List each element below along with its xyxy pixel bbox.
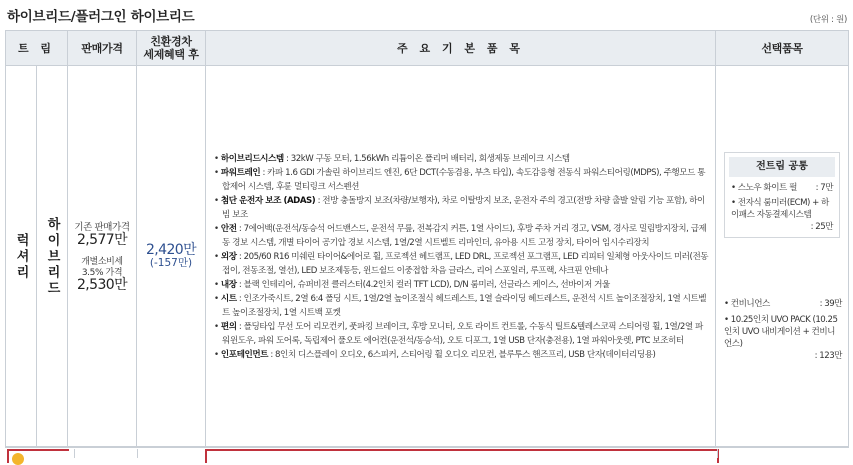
table-header-row: [6, 31, 849, 66]
feature-item: • 외장 : 205/60 R16 미쉐린 타이어&에어로 휠, 프로젝션 헤드램프, LED DRL, 프로젝션 포그램프, LED 리피터 일체형 아웃사이드 미러(전동접이, 전동조절, 열선), LED 보조제동등, 윈드쉴드 이중접합 차음 글라스, 리어 스포일러, 루프랙, 샤크핀 안테나: [214, 251, 709, 276]
trim-level: 럭셔리: [13, 232, 29, 281]
sun-icon: [12, 453, 24, 465]
tax-price-value: 2,530만: [76, 277, 127, 293]
column-divider: [74, 449, 75, 458]
option-price: : 123만: [814, 350, 842, 361]
feature-text: : 8인치 디스플레이 오디오, 6스피커, 스티어링 휠 오디오 리모컨, 블루투스 핸즈프리, USB 단자(데이터리딩용): [268, 349, 656, 360]
feature-title: 하이브리드시스템: [220, 153, 284, 164]
option-item: [725, 182, 839, 194]
next-row-highlight: [205, 449, 719, 463]
base-price-label: 기존 판매가격: [74, 222, 130, 233]
base-price-cell: [68, 66, 137, 448]
feature-item: • 편의 : 폴딩타입 무선 도어 리모컨키, 풋파킹 브레이크, 후방 모니터, 오토 라이트 컨트롤, 수동식 틸트&텔레스코픽 스티어링 휠, 1열/2열 파워윈도우, 파워 도어록, 독립제어 풀오토 에어컨(운전석/동승석), 오토 디포그, 1열 USB 단자(충전용), 1열 파워아웃렛, PTC 보조히터: [214, 321, 703, 346]
tax-price-label-2: 3.5% 가격: [81, 268, 123, 278]
feature-item: • 파워트레인 : 카파 1.6 GDI 가솔린 하이브리드 엔진, 6단 DCT(수동겸용, 부츠 타입), 속도감응형 전동식 파워스티어링(MDPS), 주행모드 통합제어 시스템, 후륜 멀티링크 서스펜션: [214, 167, 706, 192]
eco-price-cell: [137, 66, 206, 448]
option-item: [722, 298, 842, 310]
feature-list: [214, 152, 709, 362]
feature-title: 내장: [220, 279, 237, 290]
table-row: [6, 66, 849, 448]
option-price: : 7만: [815, 182, 833, 193]
tax-price-label-1: 개별소비세: [81, 257, 123, 267]
option-name: • 컨비니언스: [724, 298, 770, 309]
common-options-box: [724, 152, 840, 238]
option-price: : 39만: [819, 298, 842, 309]
feature-title: 첨단 운전자 보조 (ADAS): [220, 195, 316, 206]
feature-item: • 내장 : 블랙 인테리어, 슈퍼비전 클러스터(4.2인치 컬러 TFT LCD), D/N 룸미러, 선글라스 케이스, 선바이저 거울: [214, 279, 610, 290]
column-divider: [137, 449, 138, 458]
eco-price-diff: (-157만): [149, 256, 193, 269]
powertrain: 하이브리드: [44, 216, 60, 297]
feature-text: : 폴딩타입 무선 도어 리모컨키, 풋파킹 브레이크, 후방 모니터, 오토 라이트 컨트롤, 수동식 틸트&텔레스코픽 스티어링 휠, 1열/2열 파워윈도우, 파워 도어록, 독립제어 풀오토 에어컨(운전석/동승석), 오토 디포그, 1열 USB 단자(충전용), 1열 파워아웃렛, PTC 보조히터: [222, 321, 703, 346]
unit-note: (단위 : 원): [809, 15, 847, 25]
header-eco-price-line1: 친환경차: [150, 35, 192, 48]
base-price-value: 2,577만: [76, 232, 127, 248]
feature-title: 파워트레인: [220, 167, 261, 178]
feature-text: : 205/60 R16 미쉐린 타이어&에어로 휠, 프로젝션 헤드램프, LED DRL, 프로젝션 포그램프, LED 리피터 일체형 아웃사이드 미러(전동접이, 전동조절, 열선), LED 보조제동등, 윈드쉴드 이중접합 차음 글라스, 리어 스포일러, 루프랙, 샤크핀 안테나: [222, 251, 709, 276]
main-features-cell: [206, 66, 716, 448]
header-options: 선택품목: [716, 31, 849, 66]
feature-item: • 시트 : 인조가죽시트, 2열 6:4 폴딩 시트, 1열/2열 높이조절식 헤드레스트, 1열 슬라이딩 헤드레스트, 운전석 시트 높이조절장치, 1열 시트벨트 높이조절장치, 1열 시트백 포켓: [214, 293, 707, 318]
price-spec-table: [5, 30, 849, 448]
header-base-price: 판매가격: [68, 31, 137, 66]
header-eco-price-line2: 세제혜택 후: [143, 48, 199, 61]
options-cell: [716, 66, 849, 448]
header-main-features: 주 요 기 본 품 목: [206, 31, 716, 66]
header-trim: 트 림: [6, 31, 68, 66]
feature-title: 안전: [220, 223, 237, 234]
option-name: • 10.25인치 UVO PACK (10.25인치 UVO 내비게이션 + 컨비니언스): [724, 314, 838, 349]
option-price: : 25만: [810, 221, 833, 232]
header-eco-price: [137, 31, 206, 66]
trim-options: [722, 298, 842, 362]
feature-text: : 32kW 구동 모터, 1.56kWh 리튬이온 폴리머 배터리, 회생제동 브레이크 시스템: [283, 153, 570, 164]
option-name: • 전자식 룸미러(ECM) + 하이패스 자동결제시스템: [731, 197, 829, 220]
feature-text: : 카파 1.6 GDI 가솔린 하이브리드 엔진, 6단 DCT(수동겸용, 부츠 타입), 속도감응형 전동식 파워스티어링(MDPS), 주행모드 통합제어 시스템, 후륜 멀티링크 서스펜션: [222, 167, 706, 192]
option-item: [725, 197, 839, 233]
powertrain-cell: [37, 66, 68, 448]
common-options-title: 전트림 공통: [729, 157, 835, 177]
column-divider: [717, 449, 718, 458]
feature-item: • 하이브리드시스템 : 32kW 구동 모터, 1.56kWh 리튬이온 폴리머 배터리, 회생제동 브레이크 시스템: [214, 153, 570, 164]
feature-title: 편의: [220, 321, 237, 332]
trim-level-cell: [6, 66, 37, 448]
eco-price-value: 2,420만: [145, 241, 196, 258]
feature-item: • 안전 : 7에어백(운전석/동승석 어드밴스드, 운전석 무릎, 전복감지 커튼, 1열 사이드), 후방 주차 거리 경고, VSM, 경사로 밀림방지장치, 급제동 경보 시스템, 개별 타이어 공기압 경보 시스템, 1열/2열 시트벨트 리마인더, 유아용 시트 고정 장치, 타이어 임시수리장치: [214, 223, 707, 248]
feature-text: : 7에어백(운전석/동승석 어드밴스드, 운전석 무릎, 전복감지 커튼, 1열 사이드), 후방 주차 거리 경고, VSM, 경사로 밀림방지장치, 급제동 경보 시스템, 개별 타이어 공기압 경보 시스템, 1열/2열 시트벨트 리마인더, 유아용 시트 고정 장치, 타이어 임시수리장치: [222, 223, 707, 248]
option-item: [722, 314, 842, 362]
feature-title: 외장: [220, 251, 237, 262]
feature-item: • 인포테인먼트 : 8인치 디스플레이 오디오, 6스피커, 스티어링 휠 오디오 리모컨, 블루투스 핸즈프리, USB 단자(데이터리딩용): [214, 349, 656, 360]
feature-item: • 첨단 운전자 보조 (ADAS) : 전방 충돌방지 보조(차량/보행자), 차로 이탈방지 보조, 운전자 주의 경고(전방 차량 출발 알림 기능 포함), 하이빔 보조: [214, 195, 705, 220]
feature-title: 인포테인먼트: [220, 349, 269, 360]
option-name: • 스노우 화이트 펄: [731, 182, 797, 193]
feature-text: : 블랙 인테리어, 슈퍼비전 클러스터(4.2인치 컬러 TFT LCD), D/N 룸미러, 선글라스 케이스, 선바이저 거울: [236, 279, 610, 290]
feature-text: : 인조가죽시트, 2열 6:4 폴딩 시트, 1열/2열 높이조절식 헤드레스트, 1열 슬라이딩 헤드레스트, 운전석 시트 높이조절장치, 1열 시트벨트 높이조절장치, 1열 시트백 포켓: [222, 293, 707, 318]
feature-text: : 전방 충돌방지 보조(차량/보행자), 차로 이탈방지 보조, 운전자 주의 경고(전방 차량 출발 알림 기능 포함), 하이빔 보조: [222, 195, 705, 220]
feature-title: 시트: [220, 293, 237, 304]
page-title: 하이브리드/플러그인 하이브리드: [7, 9, 195, 25]
